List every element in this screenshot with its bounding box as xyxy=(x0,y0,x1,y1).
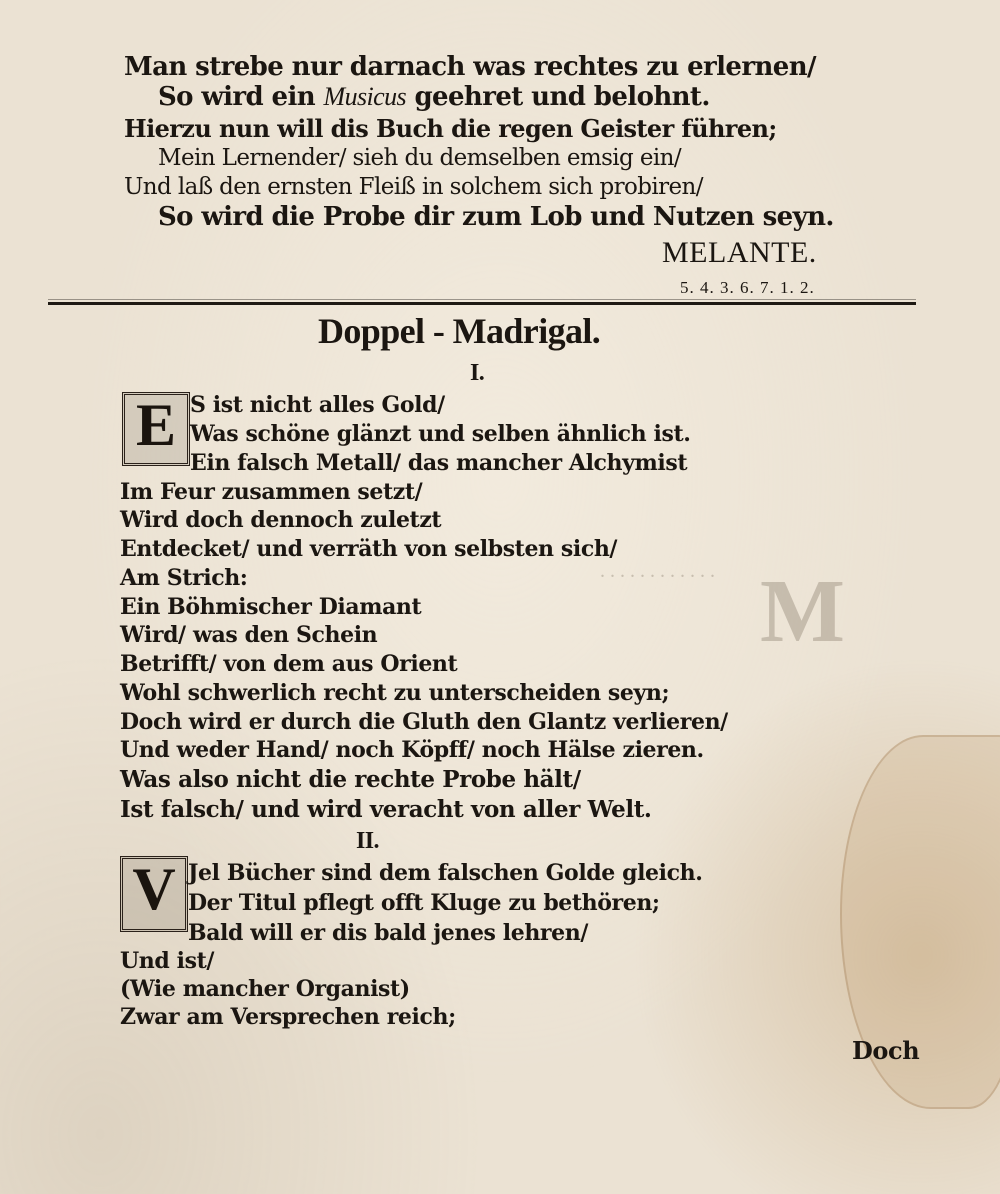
madrigal-i-line-13: Und weder Hand/ noch Köpff/ noch Hälse zieren. xyxy=(120,737,704,763)
divider-rule-thin xyxy=(48,299,916,300)
madrigal-i-line-1: S ist nicht alles Gold/ xyxy=(190,392,445,418)
poem-author: MELANTE. xyxy=(662,236,817,269)
madrigal-i-line-14: Was also nicht die rechte Probe hält/ xyxy=(120,766,581,793)
poem-line-2-start: So wird ein xyxy=(158,82,316,112)
madrigal-i-line-4: Im Feur zusammen setzt/ xyxy=(120,479,423,505)
madrigal-ii-line-5: (Wie mancher Organist) xyxy=(120,976,410,1002)
madrigal-i-line-3: Ein falsch Metall/ das mancher Alchymist xyxy=(190,450,688,476)
poem-line-1: Man strebe nur darnach was rechtes zu erlernen/ xyxy=(124,52,816,82)
madrigal-i-line-12: Doch wird er durch die Gluth den Glantz verlieren/ xyxy=(120,709,728,735)
madrigal-ii-line-1: Jel Bücher sind dem falschen Golde gleich. xyxy=(188,860,703,886)
madrigal-i-line-10: Betrifft/ von dem aus Orient xyxy=(120,651,458,677)
madrigal-i-line-15: Ist falsch/ und wird veracht von aller Welt. xyxy=(120,796,652,823)
madrigal-i-line-7: Am Strich: xyxy=(120,565,248,591)
madrigal-i-line-8: Ein Böhmischer Diamant xyxy=(120,594,422,620)
poem-line-5: Und laß den ernsten Fleiß in solchem sich probiren/ xyxy=(124,174,703,200)
drop-cap-v: V xyxy=(120,856,188,932)
catchword: Doch xyxy=(852,1036,920,1065)
bleed-through-initial: M xyxy=(760,562,845,661)
poem-anagram-numbers: 5. 4. 3. 6. 7. 1. 2. xyxy=(680,278,815,297)
section-number-1: I. xyxy=(470,360,485,386)
poem-line-3: Hierzu nun will dis Buch die regen Geister führen; xyxy=(124,114,777,143)
poem-line-2 xyxy=(158,82,710,112)
madrigal-i-line-6: Entdecket/ und verräth von selbsten sich/ xyxy=(120,536,618,562)
madrigal-i-line-2: Was schöne glänzt und selben ähnlich ist. xyxy=(190,421,691,447)
section-number-2: II. xyxy=(356,828,379,854)
madrigal-ii-line-2: Der Titul pflegt offt Kluge zu bethören; xyxy=(188,890,660,916)
madrigal-ii-line-6: Zwar am Versprechen reich; xyxy=(120,1004,456,1030)
madrigal-i-line-11: Wohl schwerlich recht zu unterscheiden seyn; xyxy=(120,680,670,706)
madrigal-i-line-9: Wird/ was den Schein xyxy=(120,622,378,648)
madrigal-ii-line-4: Und ist/ xyxy=(120,948,214,974)
divider-rule xyxy=(48,302,916,305)
bleed-through-text: . . . . . . . . . . . . xyxy=(600,560,715,582)
madrigal-ii-line-3: Bald will er dis bald jenes lehren/ xyxy=(188,920,588,946)
drop-cap-e: E xyxy=(122,392,190,466)
poem-line-4: Mein Lernender/ sieh du demselben emsig ein/ xyxy=(158,145,682,171)
madrigal-title: Doppel - Madrigal. xyxy=(318,311,601,351)
poem-line-6: So wird die Probe dir zum Lob und Nutzen seyn. xyxy=(158,202,834,232)
madrigal-i-line-5: Wird doch dennoch zuletzt xyxy=(120,507,442,533)
poem-line-2-end: geehret und belohnt. xyxy=(414,82,710,112)
poem-musicus-word: Musicus xyxy=(323,82,407,111)
